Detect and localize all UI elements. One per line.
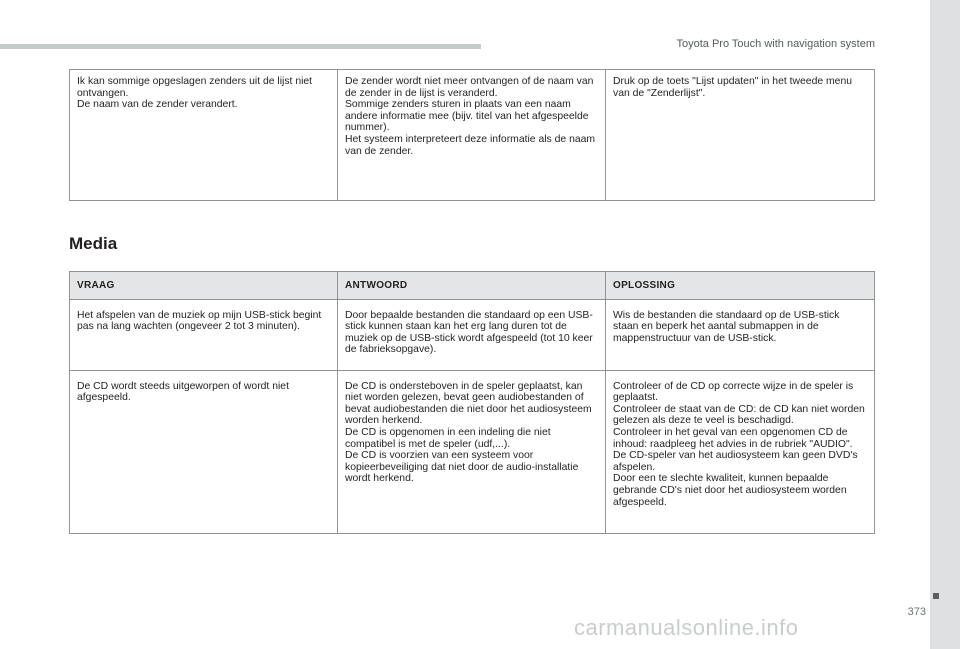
- cell-text: Sommige zenders sturen in plaats van een naam andere informatie mee (bijv. titel van het afgespeelde nummer).: [345, 99, 589, 134]
- cell-text: De CD is opgenomen in een indeling die niet compatibel is met de speler (udf,...).: [345, 426, 551, 450]
- page-number: 373: [907, 606, 926, 618]
- cell-text: De CD-speler van het audiosysteem kan geen DVD's afspelen.: [613, 450, 858, 473]
- watermark-text: carmanualsonline.info: [574, 615, 799, 640]
- cell-text: Controleer of de CD op correcte wijze in de speler is geplaatst.: [613, 380, 854, 404]
- continuation-marker: [933, 593, 939, 599]
- answer-cell: [338, 299, 606, 370]
- cell-text: De naam van de zender verandert.: [77, 99, 238, 111]
- cell-text: Door een te slechte kwaliteit, kunnen bepaalde gebrande CD's niet door het audiosysteem worden afgespeeld.: [613, 473, 847, 508]
- question-cell: [70, 299, 338, 370]
- side-tab-band: [930, 0, 960, 649]
- table-row: [70, 370, 875, 533]
- table-row: [70, 70, 875, 201]
- cell-text: Door bepaalde bestanden die standaard op een USB-stick kunnen staan kan het erg lang duren tot de muziek op de USB-stick wordt afgespeeld (tot 10 keer de fabrieksopgave).: [345, 309, 593, 356]
- column-header-answer: ANTWOORD: [338, 272, 606, 300]
- cell-text: Druk op de toets "Lijst updaten" in het tweede menu van de "Zenderlijst".: [613, 76, 853, 99]
- solution-cell: [606, 70, 875, 201]
- column-header-solution: OPLOSSING: [606, 272, 875, 300]
- header-rule: [0, 44, 481, 49]
- cell-text: De CD wordt steeds uitgeworpen of wordt niet afgespeeld.: [77, 380, 289, 404]
- cell-text: De zender wordt niet meer ontvangen of de naam van de zender in de lijst is veranderd.: [345, 76, 594, 99]
- cell-text: De CD is ondersteboven in de speler geplaatst, kan niet worden gelezen, bevat geen audiobestanden of bevat audiobestanden die niet door het audiosysteem worden herkend.: [345, 380, 592, 427]
- answer-cell: [338, 370, 606, 533]
- cell-text: Het systeem interpreteert deze informatie als de naam van de zender.: [345, 133, 596, 157]
- table-row: [70, 299, 875, 370]
- solution-cell: [606, 299, 875, 370]
- cell-text: Het afspelen van de muziek op mijn USB-stick begint pas na lang wachten (ongeveer 2 tot 3 minuten).: [77, 309, 322, 333]
- cell-text: De CD is voorzien van een systeem voor kopieerbeveiliging dat niet door de audio-installatie wordt herkend.: [345, 450, 579, 485]
- table-header-row: [70, 272, 875, 300]
- section-heading-media: Media: [69, 234, 118, 253]
- cell-text: Ik kan sommige opgeslagen zenders uit de lijst niet ontvangen.: [77, 76, 313, 99]
- running-header-title: Toyota Pro Touch with navigation system: [676, 38, 875, 50]
- radio-troubleshooting-table: [69, 69, 875, 201]
- question-cell: [70, 70, 338, 201]
- cell-text: Wis de bestanden die standaard op de USB-stick staan en beperk het aantal submappen in de mappenstructuur van de USB-stick.: [613, 309, 840, 344]
- answer-cell: [338, 70, 606, 201]
- column-header-question: VRAAG: [70, 272, 338, 300]
- cell-text: Controleer in het geval van een opgenomen CD de inhoud: raadpleeg het advies in de rubriek "AUDIO".: [613, 426, 853, 450]
- cell-text: Controleer de staat van de CD: de CD kan niet worden gelezen als deze te veel is beschadigd.: [613, 403, 865, 427]
- question-cell: [70, 370, 338, 533]
- solution-cell: [606, 370, 875, 533]
- media-troubleshooting-table: [69, 271, 875, 534]
